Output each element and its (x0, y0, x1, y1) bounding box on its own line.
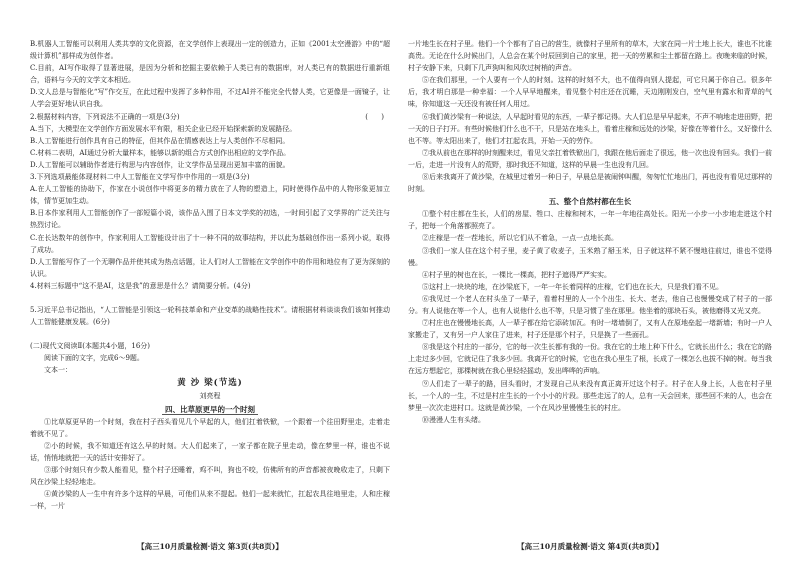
q4-answer-area[interactable] (30, 292, 390, 304)
question-2 (30, 111, 390, 171)
q2-option-c: C.材料二表明，AI通过分析大量样本，能够以新的组合方式创作出相应的文学作品。 (30, 148, 291, 157)
q3-option-c: C.在长达数年的创作中，作家利用人工智能设计出了十一种不同的故事结构，并以此为基础创作出一系列小说，取得了成功。 (30, 233, 390, 254)
question-4 (30, 280, 390, 304)
chapter-heading-5: 五、整个自然村都在生长 (548, 197, 632, 207)
reading-author: 刘亮程 (199, 392, 221, 401)
reading-title: 黄 沙 梁(节选) (177, 378, 243, 389)
q2-stem: 2.根据材料内容，下列说法不正确的一项是(3分) (30, 112, 180, 121)
q3-stem: 3.下列选项最能体现材料二中人工智能在文学写作中作用的一项是(3分) (30, 173, 250, 182)
exam-page-3 (30, 38, 390, 536)
passage-paragraph: ④黄沙梁的人一生中有许多个这样的早晨，可他们从来不提起。他们一起来就忙，扛起农具往地里走，人和庄稼一样，一片 (30, 490, 390, 511)
passage-paragraph: ⑦我从前也在那样的时刻醒来过，看见父亲扛着铁锨出门，我跟在他后面走了很远，他一次也没有回头。我们一前一后，走进一片没有人的荒野，那时我还不知道，这样的早晨一生也没有几回。 (408, 148, 772, 169)
passage-paragraph: ④村子里的树也在长，一棵比一棵高，把村子遮得严严实实。 (422, 270, 611, 279)
passage-right-part2 (408, 208, 772, 426)
q1-option-b: B.机器人工智能可以利用人类共享的文化资源，在文学创作上表现出一定的创造力，正如《2001太空漫游》中的“超级计算机”那样成为创作者。 (30, 40, 390, 61)
page-footer-4: 【高三10月质量检测·语文 第4页(共8页)】 (517, 542, 663, 551)
passage-right-part1 (408, 38, 772, 195)
question-1-options (30, 38, 390, 111)
exam-page-4 (408, 38, 772, 536)
q1-option-d: D.文人总是与智能化“写”作交互，在此过程中发挥了多种作用，不过AI并不能完全代替人类，它更像是一面镜子，让人学会更好地认识自我。 (30, 88, 390, 109)
passage-paragraph: ⑧我是这个村庄的一部分，它的每一次生长都有我的一份。我在它的土地上种下什么，它就长出什么；我在它的路上走过多少回，它就记住了我多少回。我离开它的时候，它也在我心里生了根，长成了一棵怎么也拔不掉的树。每当我在远方想起它，那棵树就在我心里轻轻摇动，发出哗哗的声响。 (408, 343, 772, 376)
passage-paragraph: ③我们一家人住在这个村子里，麦子黄了收麦子，玉米熟了掰玉米，日子就这样不紧不慢地往前过，谁也不觉得慢。 (408, 246, 772, 267)
page-footer-3: 【高三10月质量检测·语文 第3页(共8页)】 (137, 542, 283, 551)
q5-stem: 5.习近平总书记指出，“人工智能是引领这一轮科技革命和产业变革的战略性技术”。请根据材料谈谈我们该如何推动人工智能健康发展。(6分) (30, 305, 390, 327)
q2-option-a: A.当下，大模型在文学创作方面发展水平有限，相关企业已经开始探索新的发展路径。 (30, 124, 297, 133)
q2-answer-blank[interactable]: ( ) (365, 112, 384, 121)
passage-paragraph: ⑧后来我离开了黄沙梁，在城里过着另一种日子，早晨总是被闹钟叫醒，匆匆忙忙地出门，再也没有看见过那样的时刻。 (408, 173, 772, 194)
question-3 (30, 171, 390, 280)
q2-option-d: D.人工智能可以辅助作者进行构思与内容创作，让文学作品呈现出更加丰富的面貌。 (30, 160, 290, 169)
chapter-heading-4-text: 四、比草原更早的一个时刻 (162, 405, 258, 415)
passage-paragraph: ⑥我们黄沙梁有一种说法，人早起时看见的东西，一辈子都记得。大人们总是早早起来，不声不响地走进田野，把一天的日子打开。有些时候他们什么也不干，只是站在地头上，看着庄稼和远处的沙梁，好像在等着什么，又好像什么也不等。等太阳出来了，他们才扛起农具，开始一天的劳作。 (408, 112, 772, 145)
passage-paragraph: 一片地生长在村子里。他们一个个都有了自己的营生，就像村子里所有的草木，大家在同一片土地上长大，谁也不比谁高贵。无论在什么时候出门，人总会在某个时辰回到自己的家里，把一天的劳累和尘土都留在路上。夜晚来临的时候，村子安静下来，只剩下几声狗叫和风吹过树梢的声音。 (408, 40, 772, 73)
passage-paragraph: ⑩漫漫人生有头绪。 (422, 415, 485, 424)
text-label: 文本一： (44, 366, 72, 375)
q3-option-a: A.在人工智能的协助下，作家在小说创作中将更多的精力放在了人物的塑造上，同时使得作品中的人物形象更加立体，情节更加生动。 (30, 185, 390, 206)
q4-stem: 4.材料三标题中“这不是AI，这是我”的意思是什么？请简要分析。(4分) (30, 281, 251, 290)
passage-paragraph: ⑨人们走了一辈子的路，回头看时，才发现自己从来没有真正离开过这个村子。村子在人身上长，人也在村子里长，一个人的一生，不过是村庄生长的一个小小的片段。那些走远了的人，总有一天会回来，那些回不来的人，也会在梦里一次次走进村口。这就是黄沙梁，一个在风沙里慢慢生长的村庄。 (408, 379, 772, 412)
passage-paragraph: ⑤这村上一块块的地，在沙梁底下，一年一年长着同样的庄稼，它们也在长大，只是我们看不见。 (422, 282, 723, 291)
q5-answer-area[interactable] (30, 328, 390, 340)
passage-paragraph: ②庄稼是一茬一茬地长，所以它们从不着急，一点一点地长高。 (422, 234, 618, 243)
q1-option-c: C.目前，AI写作取得了显著进展，是因为分析和挖掘主要依赖于人类已有的数据库，对人类已有的数据进行重新组合，语料与今天的文学文本相近。 (30, 64, 390, 85)
passage-paragraph: ②小的时候，我不知道还有这么早的时刻。大人们起来了，一家子都在院子里走动，像在梦里一样，谁也不说话，悄悄地就把一天的活计安排好了。 (30, 441, 390, 462)
passage-paragraph: ⑥我见过一个老人在村头坐了一辈子，看着村里的人一个个出生、长大、老去，他自己也慢慢变成了村子的一部分。有人说他在等一个人，也有人说他什么也不等，只是习惯了坐在那里。他坐着的那块石头，被他磨得又光又亮。 (408, 294, 772, 315)
passage-paragraph: ①整个村庄都在生长，人们的房屋、牲口、庄稼和树木，一年一年地往高处长。阳光一小步一小步地走进这个村子，把每一个角落都照亮了。 (408, 210, 772, 231)
q3-option-d: D.人工智能写作了一个无聊作品并使其成为热点话题，让人们对人工智能在文学创作中的作用和地位有了更为深刻的认识。 (30, 257, 390, 278)
passage-left (30, 416, 390, 513)
section-heading: (二)现代文阅读Ⅱ(本题共4小题，16分) (30, 342, 151, 351)
question-5 (30, 304, 390, 340)
passage-paragraph: ③那个时刻只有少数人能看见，整个村子还睡着，鸡不叫，狗也不咬，仿佛所有的声音都被夜晚收走了，只剩下风在沙梁上轻轻地走。 (30, 465, 390, 486)
reading-instruction: 阅读下面的文字，完成6～9题。 (44, 354, 144, 363)
q2-stem-row (30, 111, 390, 123)
q2-option-b: B.人工智能进行创作具有自己的特征，但其作品在情感表达上与人类创作不尽相同。 (30, 136, 290, 145)
passage-paragraph: ①比草原更早的一个时刻，我在村子西头看见几个早起的人，他们扛着铁锨，一个跟着一个往田野里走，走着走着就不见了。 (30, 417, 390, 438)
passage-paragraph: ⑤在我们那里，一个人要有一个人的时刻。这样的时刻不大，也不值得向别人提起，可它只属于你自己。很多年后，我才明白那是一种幸福：一个人早早地醒来，看见整个村庄还在沉睡，天边刚刚发白，空气里有露水和青草的气味，你知道这一天还没有被任何人用过。 (408, 76, 772, 109)
passage-paragraph: ⑦村庄也在慢慢地长高，人一辈子都在给它添砖加瓦。有时一堵墙倒了，又有人在原地垒起一堵新墙；有时一户人家搬走了，又有另一户人家住了进来，村子还是那个村子，只是换了一些面孔。 (408, 319, 772, 340)
chapter-heading-4 (30, 403, 390, 416)
q3-option-b: B.日本作家利用人工智能创作了一部短篇小说，该作品入围了日本文学奖的初选，一时间引起了文学界的广泛关注与热烈讨论。 (30, 209, 390, 230)
reading-section (30, 340, 390, 512)
